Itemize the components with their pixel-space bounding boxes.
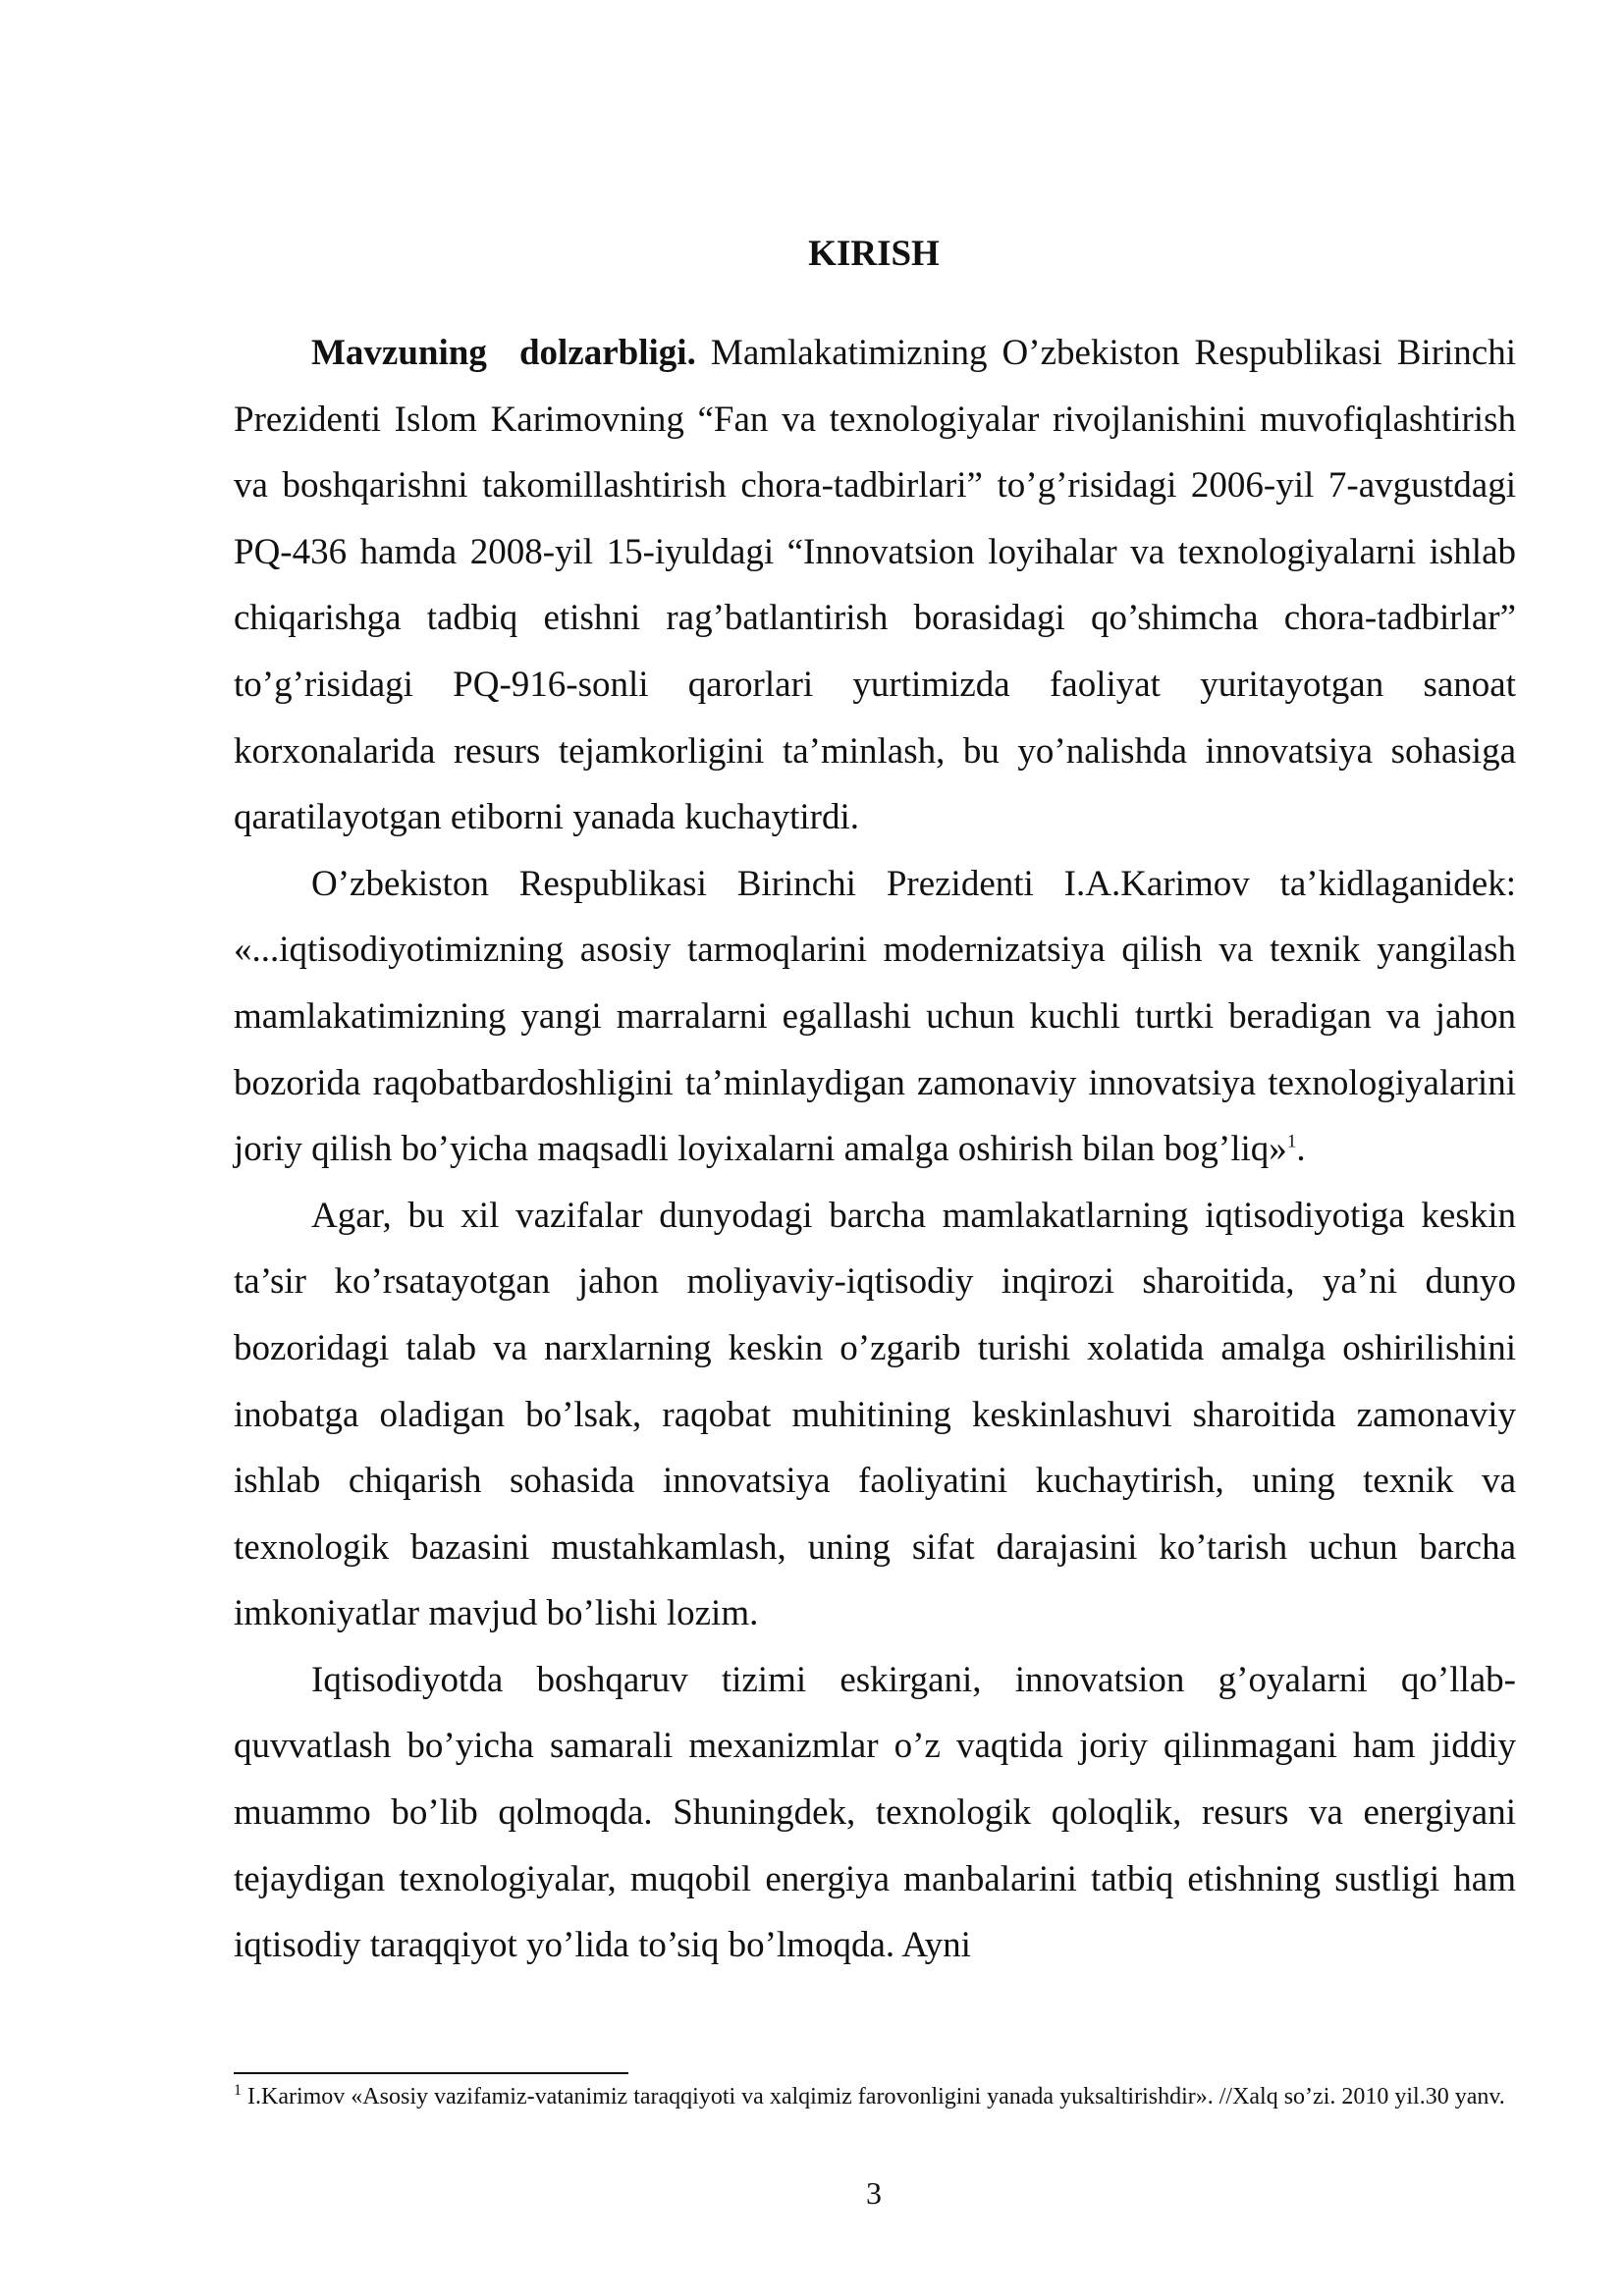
- page-number: 3: [866, 2175, 882, 2211]
- footnote-text: I.Karimov «Asosiy vazifamiz-vatanimiz taraqqiyoti va xalqimiz farovonligini yanada yuksaltirishdir». //Xalq so’zi. 2010 yil.30 yanv.: [242, 2084, 1505, 2109]
- paragraph-1: [234, 320, 1516, 851]
- footnote-marker: 1: [234, 2082, 242, 2099]
- paragraph-lead: Mavzuning dolzarbligi.: [311, 333, 696, 373]
- paragraph-3: Agar, bu xil vazifalar dunyodagi barcha mamlakatlarning iqtisodiyotiga keskin ta’sir ko’rsatayotgan jahon moliyaviy-iqtisodiy inqirozi sharoitida, ya’ni dunyo bozoridagi talab va narxlarning keskin o’zgarib turishi xolatida amalga oshirilishini inobatga oladigan bo’lsak, raqobat muhitining keskinlashuvi sharoitida zamonaviy ishlab chiqarish sohasida innovatsiya faoliyatini kuchaytirish, uning texnik va texnologik bazasini mustahkamlash, uning sifat darajasini ko’tarish uchun barcha imkoniyatlar mavjud bo’lishi lozim.: [234, 1195, 1516, 1634]
- section-title: KIRISH: [808, 234, 940, 274]
- footnote-divider: [234, 2072, 628, 2074]
- paragraph-2-text: O’zbekiston Respublikasi Birinchi Prezidenti I.A.Karimov ta’kidlaganidek: «...iqtisodiyotimizning asosiy tarmoqlarini modernizatsiya qilish va texnik yangilash mamlakatimizning yangi marralarni egallashi uchun kuchli turtki beradigan va jahon bozorida raqobatbardoshligini ta’minlaydigan zamonaviy innovatsiya texnologiyalarini joriy qilish bo’yicha maqsadli loyixalarni amalga oshirish bilan bog’liq»: [234, 863, 1516, 1170]
- paragraph-1-text: Mamlakatimizning O’zbekiston Respublikasi Birinchi Prezidenti Islom Karimovning “Fan va texnologiyalar rivojlanishini muvofiqlashtirish va boshqarishni takomillashtirish chora-tadbirlari” to’g’risidagi 2006-yil 7-avgustdagi PQ-436 hamda 2008-yil 15-iyuldagi “Innovatsion loyihalar va texnologiyalarni ishlab chiqarishga tadbiq etishni rag’batlantirish borasidagi qo’shimcha chora-tadbirlar” to’g’risidagi PQ-916-sonli qarorlari yurtimizda faoliyat yuritayotgan sanoat korxonalarida resurs tejamkorligini ta’minlash, bu yo’nalishda innovatsiya sohasiga qaratilayotgan etiborni yanada kuchaytirdi.: [234, 333, 1516, 838]
- body-text: [234, 320, 1516, 1979]
- paragraph-2: [234, 851, 1516, 1183]
- footnote-reference: 1: [1286, 1131, 1297, 1152]
- footnote: [234, 2081, 1516, 2112]
- paragraph-4: Iqtisodiyotda boshqaruv tizimi eskirgani, innovatsion g’oyalarni qo’llab-quvvatlash bo’yicha samarali mexanizmlar o’z vaqtida joriy qilinmagani ham jiddiy muammo bo’lib qolmoqda. Shuningdek, texnologik qoloqlik, resurs va energiyani tejaydigan texnologiyalar, muqobil energiya manbalarini tatbiq etishning sustligi ham iqtisodiy taraqqiyot yo’lida to’siq bo’lmoqda. Ayni: [234, 1659, 1516, 1966]
- paragraph-2-end: .: [1296, 1129, 1306, 1170]
